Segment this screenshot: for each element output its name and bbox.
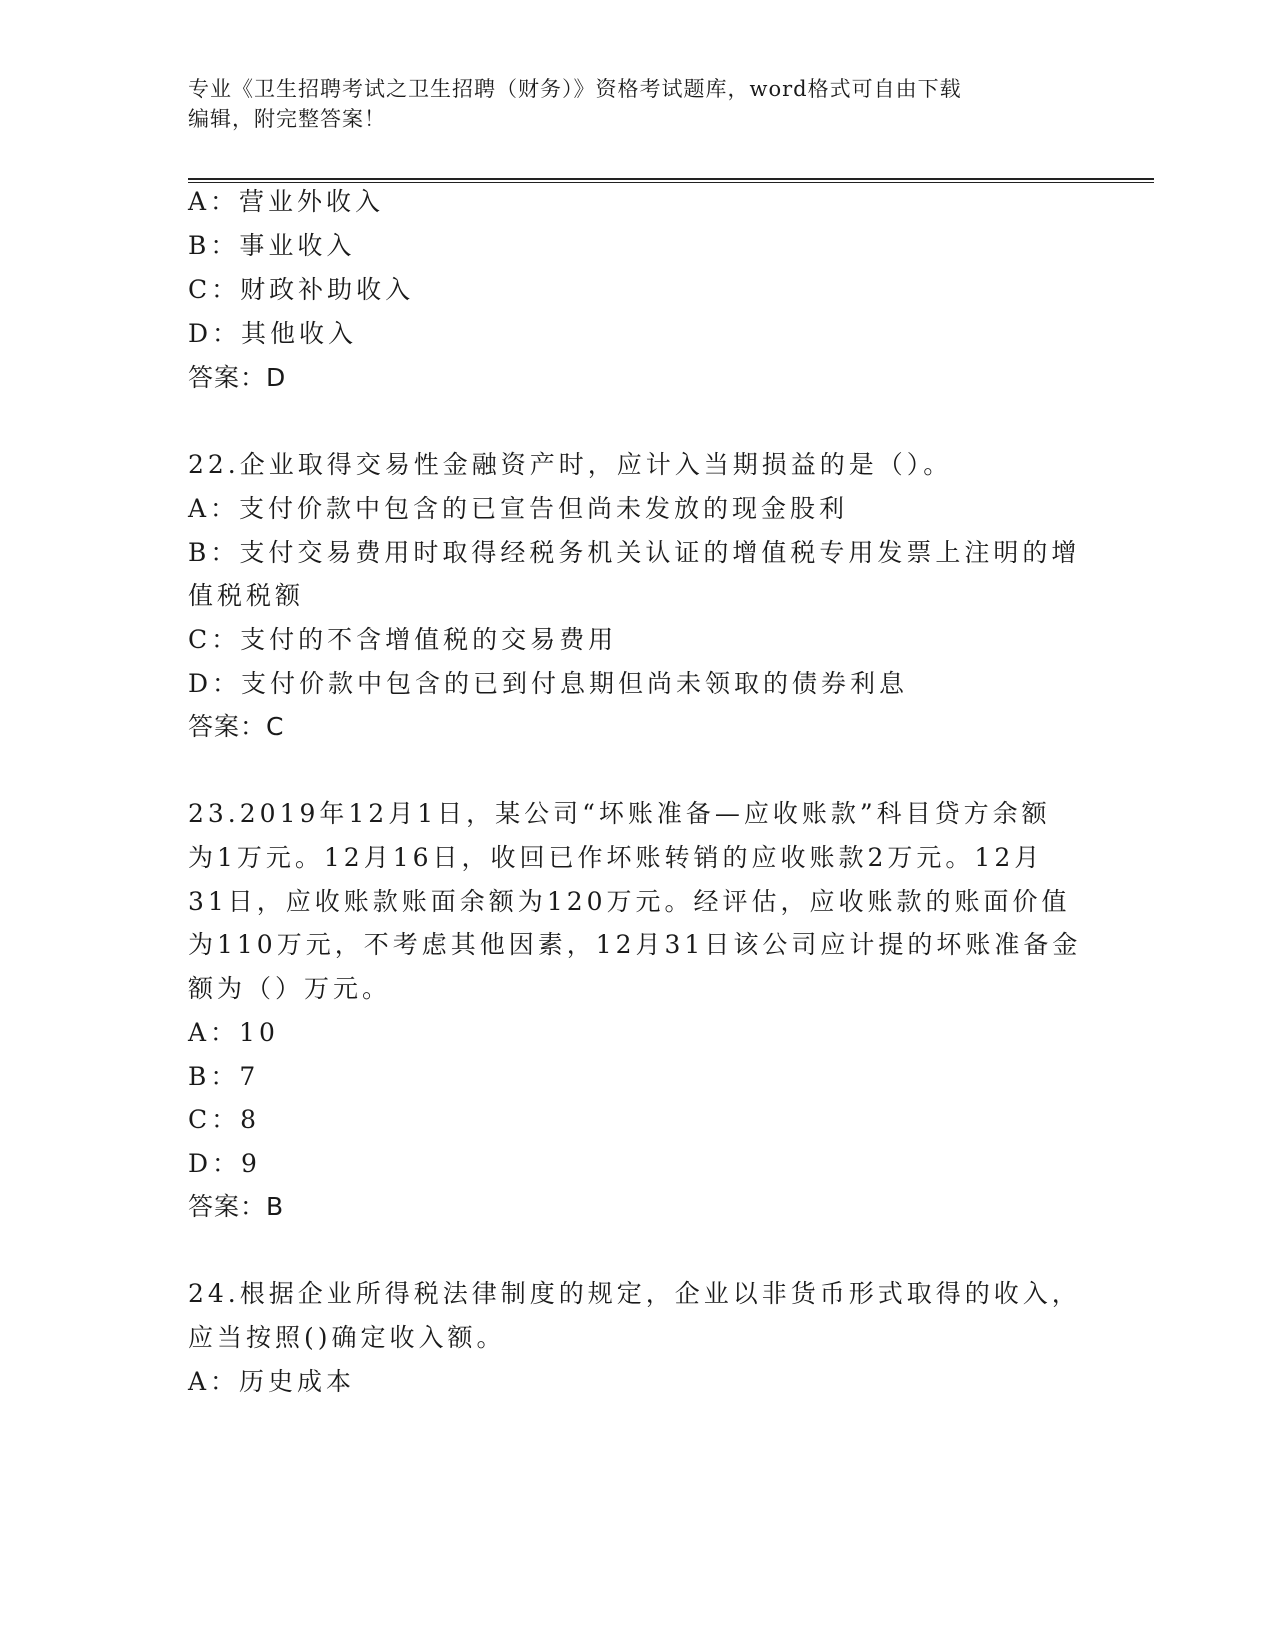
header-divider (188, 178, 1154, 183)
q24-question-line-2: 应当按照()确定收入额。 (188, 1323, 506, 1352)
q21-option-c: C：财政补助收入 (188, 275, 415, 304)
document-header (188, 74, 1088, 134)
q24-question-line-1: 24.根据企业所得税法律制度的规定，企业以非货币形式取得的收入， (188, 1279, 1081, 1308)
q23-answer: 答案：B (188, 1192, 285, 1221)
q23-option-c: C：8 (188, 1105, 261, 1134)
q23-question-line-4: 为110万元，不考虑其他因素，12月31日该公司应计提的坏账准备金 (188, 930, 1082, 959)
header-title-line-1: 专业《卫生招聘考试之卫生招聘（财务）》资格考试题库，word格式可自由下载 (188, 77, 962, 101)
header-title-line-2: 编辑，附完整答案！ (188, 107, 386, 131)
q22-answer: 答案：C (188, 712, 285, 741)
q22-option-b-line-1: B：支付交易费用时取得经税务机关认证的增值税专用发票上注明的增 (188, 538, 1081, 567)
q23-option-b: B：7 (188, 1062, 260, 1091)
q21-answer: 答案：D (188, 363, 287, 392)
q22-option-a: A：支付价款中包含的已宣告但尚未发放的现金股利 (188, 494, 849, 523)
q24-option-a: A：历史成本 (188, 1367, 356, 1396)
q23-question-line-2: 为1万元。12月16日，收回已作坏账转销的应收账款2万元。12月 (188, 843, 1044, 872)
q21-option-d: D：其他收入 (188, 319, 358, 348)
q23-option-a: A：10 (188, 1018, 279, 1047)
q23-question-line-3: 31日，应收账款账面余额为120万元。经评估，应收账款的账面价值 (188, 887, 1071, 916)
q23-option-d: D：9 (188, 1149, 261, 1178)
q21-option-a: A：营业外收入 (188, 187, 385, 216)
q22-option-d: D：支付价款中包含的已到付息期但尚未领取的债券利息 (188, 669, 909, 698)
q22-option-c: C：支付的不含增值税的交易费用 (188, 625, 618, 654)
q23-question-line-1: 23.2019年12月1日，某公司“坏账准备—应收账款”科目贷方余额 (188, 799, 1051, 828)
q21-option-b: B：事业收入 (188, 231, 356, 260)
q22-question: 22.企业取得交易性金融资产时，应计入当期损益的是（）。 (188, 450, 953, 479)
q22-option-b-line-2: 值税税额 (188, 581, 305, 610)
q23-question-line-5: 额为（）万元。 (188, 974, 392, 1003)
